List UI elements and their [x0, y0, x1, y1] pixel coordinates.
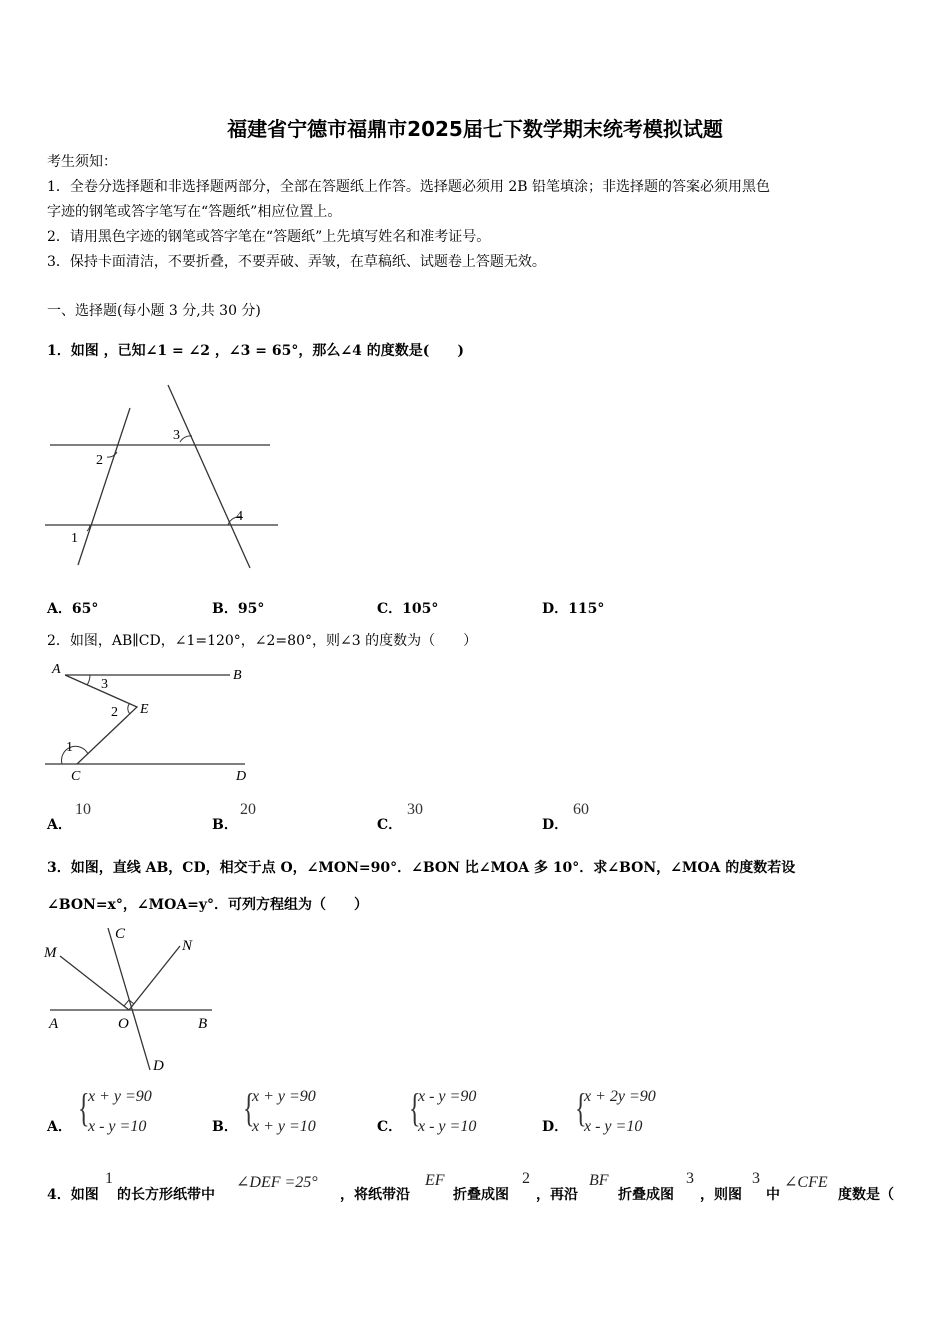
q4-math-1: 1 — [105, 1170, 113, 1187]
q4-math-6: 3 — [686, 1170, 694, 1187]
question-3-figure — [40, 920, 220, 1075]
q2-option-d-letter: D． — [542, 817, 569, 833]
q3-option-d-eq2: x - y =10 — [584, 1118, 643, 1135]
q4-math-3: EF — [425, 1172, 445, 1189]
question-1-figure — [40, 380, 285, 575]
q3-option-a-letter: A． — [47, 1119, 72, 1135]
q3-label-c: C — [115, 926, 126, 942]
question-2-stem: 2．如图，AB∥CD，∠1=120°，∠2=80°，则∠3 的度数为（ ） — [47, 633, 478, 649]
q2-label-2: 2 — [111, 705, 118, 720]
q2-option-b-value: 20 — [240, 801, 256, 818]
q2-label-1: 1 — [66, 740, 73, 755]
q2-label-c: C — [71, 769, 81, 784]
q1-option-c: C．105° — [377, 601, 439, 617]
q1-option-d: D．115° — [542, 601, 605, 617]
q4-math-4: 2 — [522, 1170, 530, 1187]
q2-label-d: D — [236, 769, 247, 784]
question-3-stem-1: 3．如图，直线 AB，CD，相交于点 O，∠MON=90°．∠BON 比∠MOA 多 10°．求∠BON，∠MOA 的度数若设 — [47, 860, 796, 876]
q3-option-c-eq2: x - y =10 — [418, 1118, 477, 1135]
q2-option-a-value: 10 — [75, 801, 91, 818]
q3-option-a-eq1: x + y =90 — [88, 1088, 152, 1105]
q2-label-e: E — [140, 702, 149, 717]
q4-text-5: ，再沿 — [536, 1187, 578, 1203]
q3-option-d-eq1: x + 2y =90 — [584, 1088, 656, 1105]
q2-option-b-letter: B． — [212, 817, 238, 833]
q2-option-c-value: 30 — [407, 801, 423, 818]
q3-option-c-brace: { — [409, 1085, 421, 1130]
q3-option-d-letter: D． — [542, 1119, 569, 1135]
q2-option-c-letter: C． — [377, 817, 403, 833]
q4-text-6: 折叠成图 — [618, 1187, 674, 1203]
q3-option-b-brace: { — [243, 1085, 255, 1130]
q2-label-3: 3 — [101, 677, 108, 692]
q4-text-9: 度数是（ — [838, 1187, 894, 1203]
q1-label-2: 2 — [96, 453, 103, 468]
q2-label-b: B — [233, 668, 242, 683]
q3-option-b-eq2: x + y =10 — [252, 1118, 316, 1135]
q4-text-3: ，将纸带沿 — [340, 1187, 410, 1203]
q2-option-d-value: 60 — [573, 801, 589, 818]
q4-text-4: 折叠成图 — [453, 1187, 509, 1203]
q3-label-a: A — [49, 1016, 59, 1032]
q3-option-c-letter: C． — [377, 1119, 403, 1135]
q3-label-n: N — [182, 938, 193, 954]
q1-option-a: A．65° — [47, 601, 99, 617]
q4-text-7: ，则图 — [700, 1187, 742, 1203]
q1-option-b: B．95° — [212, 601, 265, 617]
q4-text-2: 的长方形纸带中 — [117, 1187, 215, 1203]
q3-label-b: B — [198, 1016, 208, 1032]
q4-math-2: ∠DEF =25° — [236, 1174, 318, 1191]
q3-option-a-brace: { — [78, 1085, 90, 1130]
question-2-figure — [40, 658, 260, 786]
q1-label-4: 4 — [236, 509, 243, 524]
section-heading: 一、选择题(每小题 3 分,共 30 分) — [47, 303, 261, 319]
q2-label-a: A — [52, 662, 61, 677]
notice-line-1b: 字迹的钢笔或答字笔写在“答题纸”相应位置上。 — [47, 204, 342, 220]
q1-label-3: 3 — [173, 428, 180, 443]
notice-line-3: 3．保持卡面清洁，不要折叠，不要弄破、弄皱，在草稿纸、试题卷上答题无效。 — [47, 254, 546, 270]
q4-math-5: BF — [589, 1172, 609, 1189]
q3-label-m: M — [44, 945, 57, 961]
notice-line-1: 1．全卷分选择题和非选择题两部分，全部在答题纸上作答。选择题必须用 2B 铅笔填涂；非选择题的答案必须用黑色 — [47, 179, 770, 195]
q2-option-a-letter: A． — [47, 817, 72, 833]
notice-heading: 考生须知： — [47, 154, 117, 170]
q3-option-d-brace: { — [575, 1085, 587, 1130]
q3-label-o: O — [118, 1016, 129, 1032]
q4-math-7: 3 — [752, 1170, 760, 1187]
notice-line-2: 2．请用黑色字迹的钢笔或答字笔在“答题纸”上先填写姓名和准考证号。 — [47, 229, 491, 245]
question-1-stem: 1．如图 ，已知∠1 = ∠2 ，∠3 = 65°，那么∠4 的度数是( ) — [47, 343, 464, 359]
q3-option-b-eq1: x + y =90 — [252, 1088, 316, 1105]
q3-option-a-eq2: x - y =10 — [88, 1118, 147, 1135]
q3-option-b-letter: B． — [212, 1119, 238, 1135]
question-3-stem-2: ∠BON=x°，∠MOA=y°．可列方程组为（ ） — [47, 897, 369, 913]
q3-label-d: D — [153, 1058, 164, 1074]
q4-text-8: 中 — [766, 1187, 780, 1203]
q4-text-1: 4．如图 — [47, 1187, 99, 1203]
q1-label-1: 1 — [71, 531, 78, 546]
page-title: 福建省宁德市福鼎市2025届七下数学期末统考模拟试题 — [227, 117, 723, 141]
q4-math-8: ∠CFE — [784, 1174, 828, 1191]
q3-option-c-eq1: x - y =90 — [418, 1088, 477, 1105]
